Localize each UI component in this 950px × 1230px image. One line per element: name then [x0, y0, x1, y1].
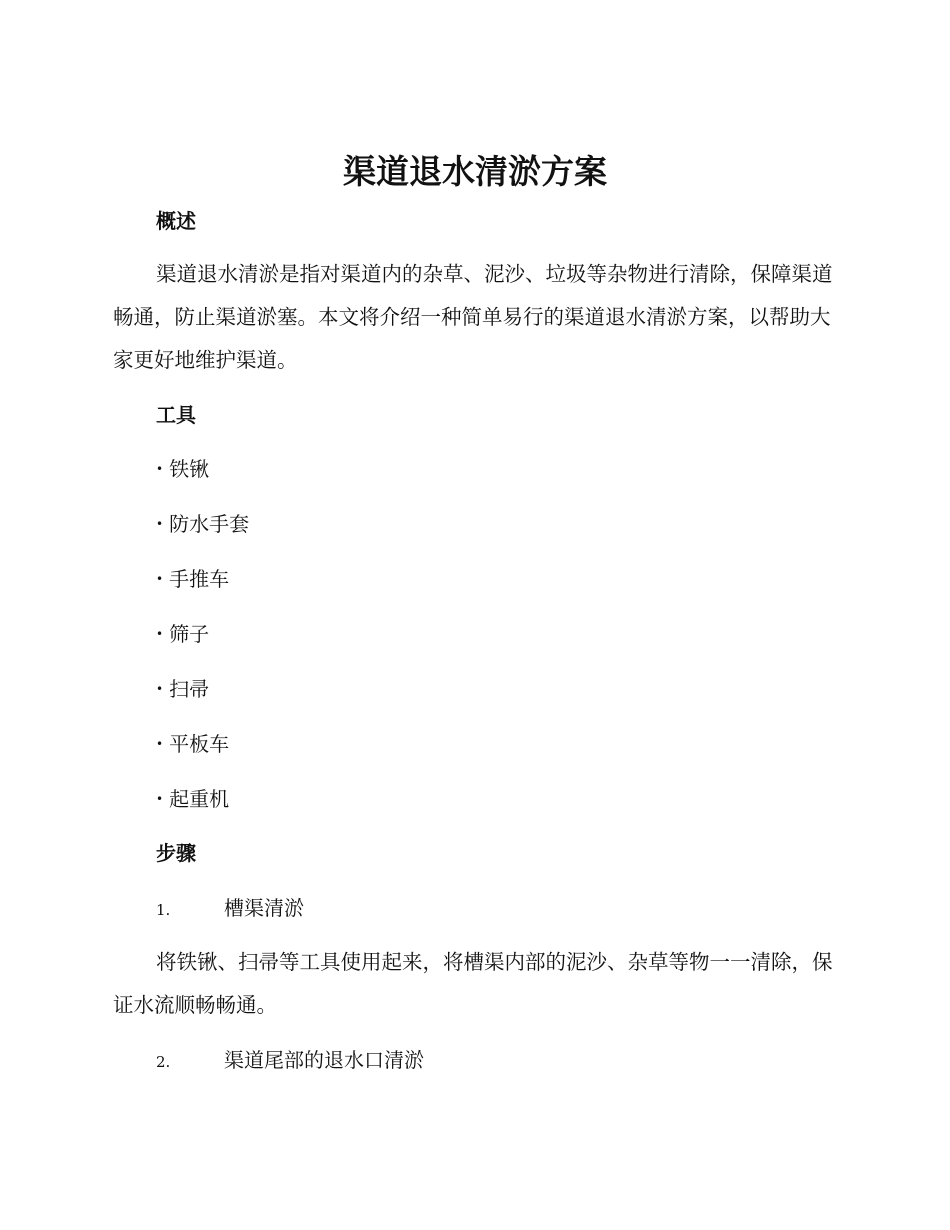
step-item [156, 895, 304, 923]
tool-item-label: 平板车 [169, 732, 230, 756]
tool-item [156, 511, 249, 537]
bullet-icon: • [156, 517, 164, 531]
bullet-icon: • [156, 792, 164, 806]
step-number: 1. [156, 901, 171, 919]
overview-paragraph: 渠道退水清淤是指对渠道内的杂草、泥沙、垃圾等杂物进行清除，保障渠道畅通，防止渠道淤塞。本文将介绍一种简单易行的渠道退水清淤方案，以帮助大家更好地维护渠道。 [113, 262, 833, 372]
tool-item-label: 手推车 [169, 567, 230, 591]
tool-item [156, 566, 229, 592]
tool-item-label: 扫帚 [169, 677, 210, 701]
tool-item-label: 防水手套 [169, 512, 250, 536]
tool-item-label: 起重机 [169, 787, 230, 811]
step-number: 2. [156, 1053, 171, 1071]
bullet-icon: • [156, 737, 164, 751]
tool-item-label: 筛子 [169, 622, 210, 646]
step-description: 将铁锹、扫帚等工具使用起来，将槽渠内部的泥沙、杂草等物一一清除，保证水流顺畅畅通。 [113, 950, 833, 1017]
section-heading-tools: 工具 [156, 403, 196, 427]
tool-item [156, 786, 229, 812]
document-title: 渠道退水清淤方案 [343, 152, 607, 191]
step-item [156, 1047, 424, 1075]
section-heading-steps: 步骤 [156, 841, 196, 865]
bullet-icon: • [156, 572, 164, 586]
tool-item [156, 621, 209, 647]
tool-item-label: 铁锹 [169, 457, 210, 481]
tool-item [156, 731, 229, 757]
tool-item [156, 456, 209, 482]
bullet-icon: • [156, 462, 164, 476]
tool-item [156, 676, 209, 702]
bullet-icon: • [156, 682, 164, 696]
section-heading-overview: 概述 [156, 209, 196, 233]
bullet-icon: • [156, 627, 164, 641]
step-title: 渠道尾部的退水口清淤 [224, 1048, 424, 1072]
step-title: 槽渠清淤 [224, 896, 304, 920]
